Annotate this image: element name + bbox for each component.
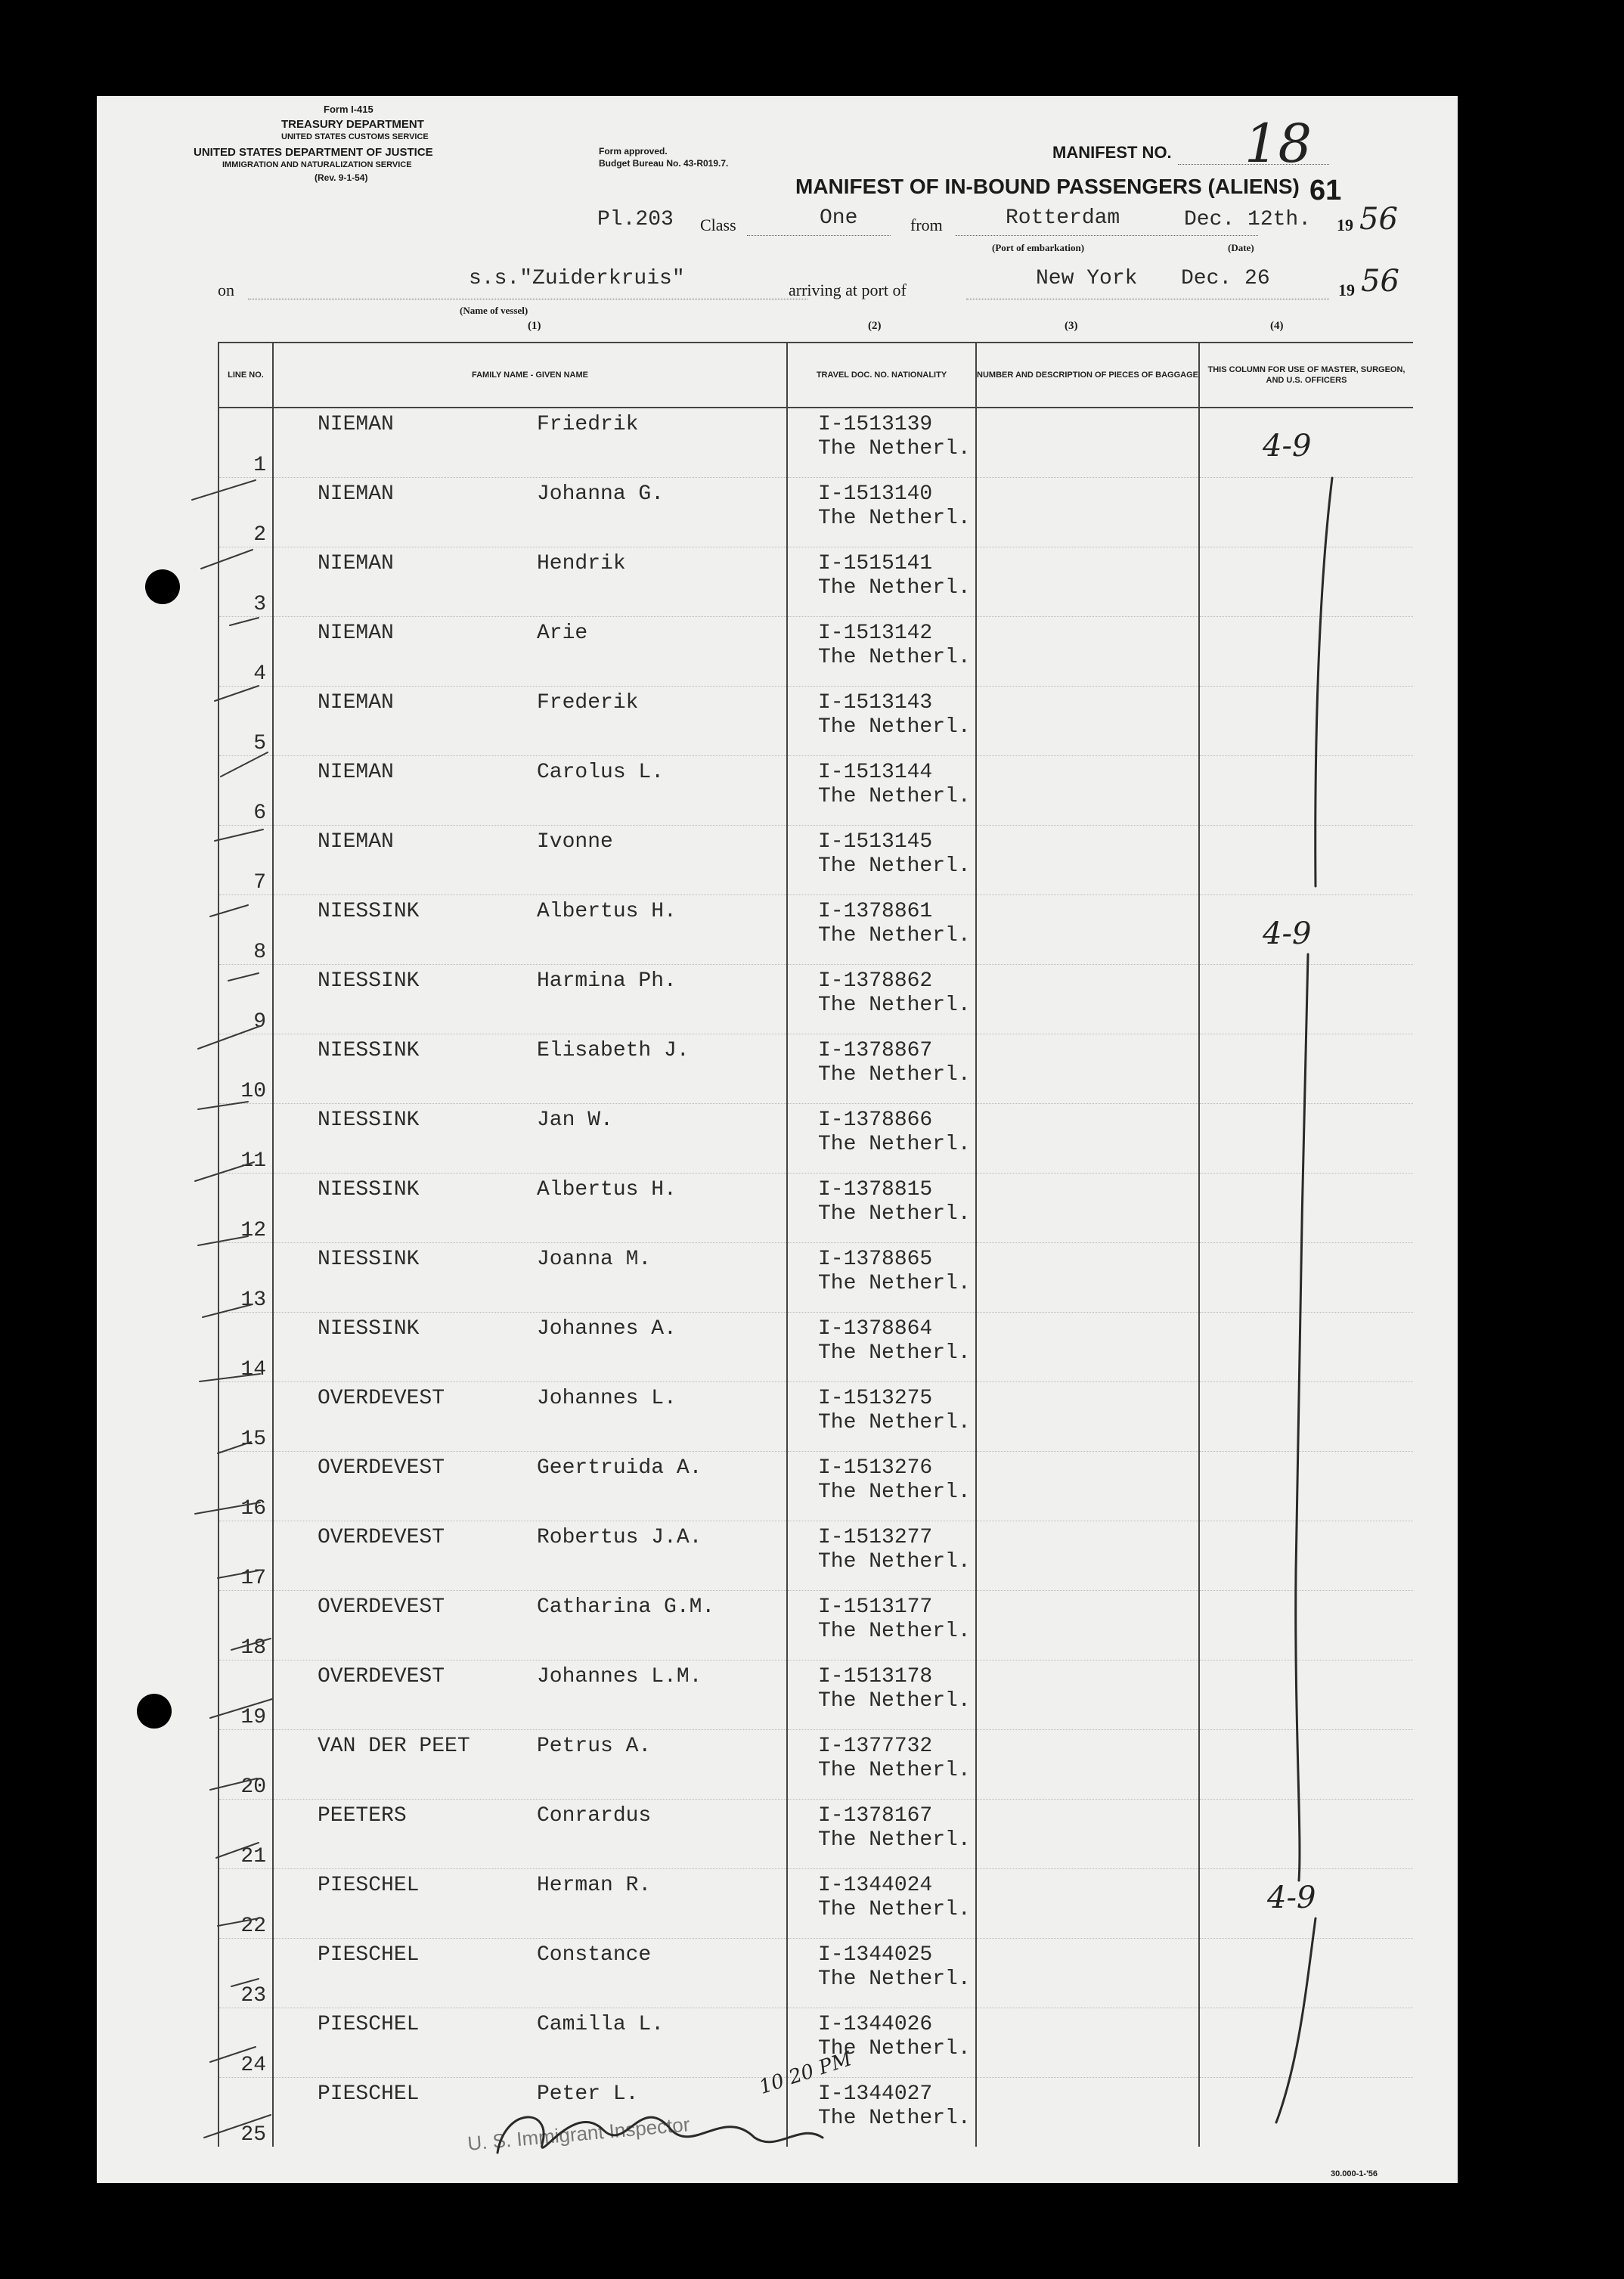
header-officers: THIS COLUMN FOR USE OF MASTER, SURGEON, AND U.S. OFFICERS xyxy=(1199,343,1413,408)
travel-doc-number: I-1378862 xyxy=(818,969,933,993)
manifest-number: 18 xyxy=(1244,113,1313,175)
line-number: 10 xyxy=(218,1034,273,1104)
family-name: NIEMAN xyxy=(318,552,394,575)
travel-doc-number: I-1515141 xyxy=(818,552,933,575)
family-name: PIESCHEL xyxy=(318,2013,420,2036)
line-number: 17 xyxy=(218,1521,273,1591)
given-name: Peter L. xyxy=(537,2082,639,2106)
given-name: Hendrik xyxy=(537,552,626,575)
given-name: Albertus H. xyxy=(537,1178,677,1202)
given-name: Harmina Ph. xyxy=(537,969,677,993)
column-2-number: (2) xyxy=(868,320,882,332)
family-name: PIESCHEL xyxy=(318,1943,420,1967)
family-name: OVERDEVEST xyxy=(318,1456,445,1480)
inspection-mark-1: 4-9 xyxy=(1263,429,1312,464)
line-number: 2 xyxy=(218,478,273,547)
family-name: NIEMAN xyxy=(318,622,394,645)
given-name: Jan W. xyxy=(537,1108,613,1132)
nationality: The Netherl. xyxy=(818,1481,971,1504)
travel-doc-number: I-1378867 xyxy=(818,1039,933,1062)
given-name: Herman R. xyxy=(537,1874,652,1897)
check-bracket-3 xyxy=(1276,1918,1316,2122)
travel-doc-number: I-1513140 xyxy=(818,482,933,506)
nationality: The Netherl. xyxy=(818,1620,971,1643)
port-caption: (Port of embarkation) xyxy=(992,242,1085,253)
check-bracket-2 xyxy=(1296,954,1308,1881)
given-name: Johannes L. xyxy=(537,1387,677,1410)
nationality: The Netherl. xyxy=(818,2107,971,2130)
line-number: 19 xyxy=(218,1660,273,1730)
line-number: 7 xyxy=(218,826,273,895)
line-number: 14 xyxy=(218,1313,273,1382)
line-number: 3 xyxy=(218,547,273,617)
line-number: 1 xyxy=(218,408,273,478)
nationality: The Netherl. xyxy=(818,854,971,878)
approved-line2: Budget Bureau No. 43-R019.7. xyxy=(599,158,729,169)
family-name: NIEMAN xyxy=(318,691,394,715)
given-name: Johannes A. xyxy=(537,1317,677,1341)
form-number: Form I-415 xyxy=(324,104,373,115)
inspection-mark-3: 4-9 xyxy=(1267,1881,1316,1915)
given-name: Johanna G. xyxy=(537,482,665,506)
class-value: One xyxy=(820,206,858,230)
line-number: 11 xyxy=(218,1104,273,1174)
family-name: NIESSINK xyxy=(318,1317,420,1341)
manifest-label: MANIFEST NO. xyxy=(1052,143,1172,162)
nationality: The Netherl. xyxy=(818,1967,971,1991)
nationality: The Netherl. xyxy=(818,1202,971,1226)
travel-doc-number: I-1378865 xyxy=(818,1248,933,1271)
family-name: VAN DER PEET xyxy=(318,1735,470,1758)
travel-doc-number: I-1378861 xyxy=(818,900,933,923)
nationality: The Netherl. xyxy=(818,1411,971,1434)
family-name: NIEMAN xyxy=(318,482,394,506)
year-prefix: 19 xyxy=(1337,215,1353,234)
travel-doc-number: I-1513178 xyxy=(818,1665,933,1688)
nationality: The Netherl. xyxy=(818,507,971,530)
family-name: NIEMAN xyxy=(318,830,394,854)
given-name: Friedrik xyxy=(537,413,639,436)
check-bracket-1 xyxy=(1316,478,1332,886)
travel-doc-number: I-1344026 xyxy=(818,2013,933,2036)
family-name: PIESCHEL xyxy=(318,2082,420,2106)
travel-doc-number: I-1513143 xyxy=(818,691,933,715)
on-label: on xyxy=(218,281,234,299)
line-number: 22 xyxy=(218,1869,273,1939)
travel-doc-number: I-1513276 xyxy=(818,1456,933,1480)
line-number: 21 xyxy=(218,1800,273,1869)
arriving-label: arriving at port of xyxy=(789,281,907,299)
given-name: Petrus A. xyxy=(537,1735,652,1758)
form-revision: (Rev. 9-1-54) xyxy=(315,172,368,183)
nationality: The Netherl. xyxy=(818,785,971,808)
line-number: 25 xyxy=(218,2078,273,2147)
given-name: Catharina G.M. xyxy=(537,1595,715,1619)
family-name: NIEMAN xyxy=(318,413,394,436)
given-name: Johannes L.M. xyxy=(537,1665,702,1688)
given-name: Frederik xyxy=(537,691,639,715)
manifest-title: MANIFEST OF IN-BOUND PASSENGERS (ALIENS) xyxy=(795,175,1300,198)
family-name: OVERDEVEST xyxy=(318,1526,445,1549)
manifest-sheet xyxy=(97,96,1458,2183)
column-3-number: (3) xyxy=(1065,320,1078,332)
family-name: OVERDEVEST xyxy=(318,1665,445,1688)
inspector-signature xyxy=(497,2117,823,2153)
line-number: 12 xyxy=(218,1174,273,1243)
family-name: NIEMAN xyxy=(318,761,394,784)
year-suffix: 56 xyxy=(1359,202,1398,237)
nationality: The Netherl. xyxy=(818,576,971,600)
line-number: 6 xyxy=(218,756,273,826)
nationality: The Netherl. xyxy=(818,1341,971,1365)
travel-doc-number: I-1513139 xyxy=(818,413,933,436)
punch-hole-top xyxy=(145,569,180,604)
family-name: NIESSINK xyxy=(318,900,420,923)
line-number: 18 xyxy=(218,1591,273,1660)
nationality: The Netherl. xyxy=(818,1689,971,1713)
nationality: The Netherl. xyxy=(818,1550,971,1574)
family-name: NIESSINK xyxy=(318,1108,420,1132)
travel-doc-number: I-1344027 xyxy=(818,2082,933,2106)
line-tick-marks xyxy=(192,480,272,2138)
given-name: Albertus H. xyxy=(537,900,677,923)
column-4-number: (4) xyxy=(1270,320,1284,332)
line-number: 9 xyxy=(218,965,273,1034)
approved-line1: Form approved. xyxy=(599,146,668,157)
line-number: 4 xyxy=(218,617,273,687)
nationality: The Netherl. xyxy=(818,1898,971,1921)
arrival-date: Dec. 26 xyxy=(1181,267,1270,290)
nationality: The Netherl. xyxy=(818,1133,971,1156)
travel-doc-number: I-1513177 xyxy=(818,1595,933,1619)
inspection-mark-2: 4-9 xyxy=(1263,916,1312,951)
family-name: PIESCHEL xyxy=(318,1874,420,1897)
given-name: Conrardus xyxy=(537,1804,652,1828)
nationality: The Netherl. xyxy=(818,437,971,460)
nationality: The Netherl. xyxy=(818,1063,971,1087)
dept-customs: UNITED STATES CUSTOMS SERVICE xyxy=(281,132,429,141)
family-name: OVERDEVEST xyxy=(318,1595,445,1619)
given-name: Camilla L. xyxy=(537,2013,665,2036)
family-name: NIESSINK xyxy=(318,1039,420,1062)
line-number: 5 xyxy=(218,687,273,756)
signing-time: 10 20 PM xyxy=(756,2048,855,2099)
given-name: Geertruida A. xyxy=(537,1456,702,1480)
departure-date: Dec. 12th. xyxy=(1184,208,1312,231)
given-name: Elisabeth J. xyxy=(537,1039,690,1062)
travel-doc-number: I-1513275 xyxy=(818,1387,933,1410)
dept-treasury: TREASURY DEPARTMENT xyxy=(281,118,424,131)
nationality: The Netherl. xyxy=(818,924,971,947)
nationality: The Netherl. xyxy=(818,1272,971,1295)
nationality: The Netherl. xyxy=(818,1759,971,1782)
arrival-port: New York xyxy=(1036,267,1138,290)
given-name: Joanna M. xyxy=(537,1248,652,1271)
given-name: Constance xyxy=(537,1943,652,1967)
handwriting-overlay xyxy=(97,96,1458,2183)
nationality: The Netherl. xyxy=(818,994,971,1017)
travel-doc-number: I-1513277 xyxy=(818,1526,933,1549)
line-number: 13 xyxy=(218,1243,273,1313)
travel-doc-number: I-1378815 xyxy=(818,1178,933,1202)
given-name: Carolus L. xyxy=(537,761,665,784)
family-name: OVERDEVEST xyxy=(318,1387,445,1410)
arrival-year-prefix: 19 xyxy=(1338,281,1355,299)
page-number: 61 xyxy=(1309,175,1342,206)
family-name: NIESSINK xyxy=(318,1248,420,1271)
given-name: Robertus J.A. xyxy=(537,1526,702,1549)
from-label: from xyxy=(910,215,943,234)
travel-doc-number: I-1377732 xyxy=(818,1735,933,1758)
nationality: The Netherl. xyxy=(818,1828,971,1852)
arrival-year-suffix: 56 xyxy=(1361,264,1399,299)
vessel-name: s.s."Zuiderkruis" xyxy=(469,267,685,290)
date-caption: (Date) xyxy=(1228,242,1254,253)
travel-doc-number: I-1344024 xyxy=(818,1874,933,1897)
from-value: Rotterdam xyxy=(1006,206,1120,230)
line-number: 8 xyxy=(218,895,273,965)
class-label: Class xyxy=(700,215,736,234)
nationality: The Netherl. xyxy=(818,646,971,669)
vessel-caption: (Name of vessel) xyxy=(460,305,528,316)
line-number: 15 xyxy=(218,1382,273,1452)
line-number: 23 xyxy=(218,1939,273,2008)
dept-justice: UNITED STATES DEPARTMENT OF JUSTICE xyxy=(194,146,433,159)
pl-number: Pl.203 xyxy=(597,208,674,231)
header-line-no: LINE NO. xyxy=(218,343,273,408)
header-travel-doc: TRAVEL DOC. NO. NATIONALITY xyxy=(787,343,976,408)
travel-doc-number: I-1378864 xyxy=(818,1317,933,1341)
given-name: Ivonne xyxy=(537,830,613,854)
travel-doc-number: I-1513145 xyxy=(818,830,933,854)
column-1-number: (1) xyxy=(528,320,541,332)
travel-doc-number: I-1378167 xyxy=(818,1804,933,1828)
inspector-stamp: U. S. Immigrant Inspector xyxy=(466,2113,691,2155)
dept-ins: IMMIGRATION AND NATURALIZATION SERVICE xyxy=(222,160,412,169)
nationality: The Netherl. xyxy=(818,715,971,739)
travel-doc-number: I-1344025 xyxy=(818,1943,933,1967)
travel-doc-number: I-1513144 xyxy=(818,761,933,784)
header-baggage: NUMBER AND DESCRIPTION OF PIECES OF BAGGAGE xyxy=(976,343,1199,408)
line-number: 16 xyxy=(218,1452,273,1521)
nationality: The Netherl. xyxy=(818,2037,971,2060)
travel-doc-number: I-1513142 xyxy=(818,622,933,645)
family-name: NIESSINK xyxy=(318,969,420,993)
family-name: PEETERS xyxy=(318,1804,407,1828)
travel-doc-number: I-1378866 xyxy=(818,1108,933,1132)
line-number: 24 xyxy=(218,2008,273,2078)
given-name: Arie xyxy=(537,622,588,645)
line-number: 20 xyxy=(218,1730,273,1800)
family-name: NIESSINK xyxy=(318,1178,420,1202)
header-name: FAMILY NAME - GIVEN NAME xyxy=(273,343,787,408)
punch-hole-bottom xyxy=(137,1694,172,1729)
footer-code: 30.000-1-'56 xyxy=(1331,2169,1378,2178)
